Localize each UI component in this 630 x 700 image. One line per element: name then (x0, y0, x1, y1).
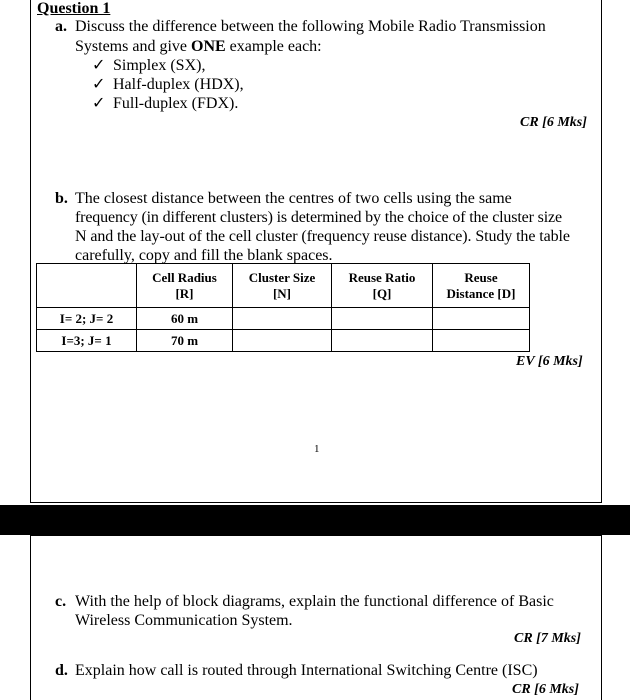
table-cell (332, 308, 433, 330)
qa-item-simplex: Simplex (SX), (113, 57, 206, 74)
table-cell (433, 308, 530, 330)
table-header-row (37, 264, 530, 308)
qa-label: a. (55, 18, 67, 35)
qb-marks: EV [6 Mks] (516, 354, 583, 369)
table-cell (233, 330, 332, 352)
qb-label: b. (55, 190, 68, 207)
table-header-cell-cluster: Cluster Size [N] (233, 264, 332, 308)
table-header-cell-distance: Reuse Distance [D] (433, 264, 530, 308)
reuse-table (36, 263, 530, 352)
page-number: 1 (314, 443, 320, 455)
table-cell (332, 330, 433, 352)
qa-marks: CR [6 Mks] (520, 115, 587, 130)
qd-marks: CR [6 Mks] (512, 682, 579, 697)
qc-line-2: Wireless Communication System. (75, 612, 293, 629)
qb-line-3: N and the lay-out of the cell cluster (frequency reuse distance). Study the table (75, 228, 570, 245)
check-icon: ✓ (92, 95, 106, 112)
qb-line-2: frequency (in different clusters) is determined by the choice of the cluster size (75, 209, 562, 226)
table-cell: I=3; J= 1 (37, 330, 137, 352)
qd-label: d. (55, 662, 68, 679)
table-header-cell (37, 264, 137, 308)
check-icon: ✓ (92, 57, 106, 74)
qa-line-1: Discuss the difference between the following Mobile Radio Transmission (75, 18, 546, 35)
qa-line-2: Systems and give ONE example each: (75, 38, 322, 55)
question-heading: Question 1 (37, 0, 111, 17)
table-cell: 60 m (137, 308, 233, 330)
check-icon: ✓ (92, 76, 106, 93)
table-cell (233, 308, 332, 330)
table-header-cell-ratio: Reuse Ratio [Q] (332, 264, 433, 308)
qb-line-1: The closest distance between the centres of two cells using the same (75, 190, 512, 207)
page-gap (0, 505, 630, 535)
table-row (37, 308, 530, 330)
qa-item-full-duplex: Full-duplex (FDX). (113, 95, 239, 112)
table-row (37, 330, 530, 352)
qb-line-4: carefully, copy and fill the blank spaces. (75, 247, 333, 264)
table-cell: 70 m (137, 330, 233, 352)
qc-line-1: With the help of block diagrams, explain the functional difference of Basic (75, 593, 554, 610)
page-2 (0, 535, 630, 700)
qc-marks: CR [7 Mks] (514, 631, 581, 646)
qc-label: c. (55, 593, 67, 610)
table-cell: I= 2; J= 2 (37, 308, 137, 330)
qd-line: Explain how call is routed through International Switching Centre (ISC) (75, 662, 538, 679)
table-cell (433, 330, 530, 352)
table-header-cell-radius: Cell Radius [R] (137, 264, 233, 308)
qa-item-half-duplex: Half-duplex (HDX), (113, 76, 244, 93)
